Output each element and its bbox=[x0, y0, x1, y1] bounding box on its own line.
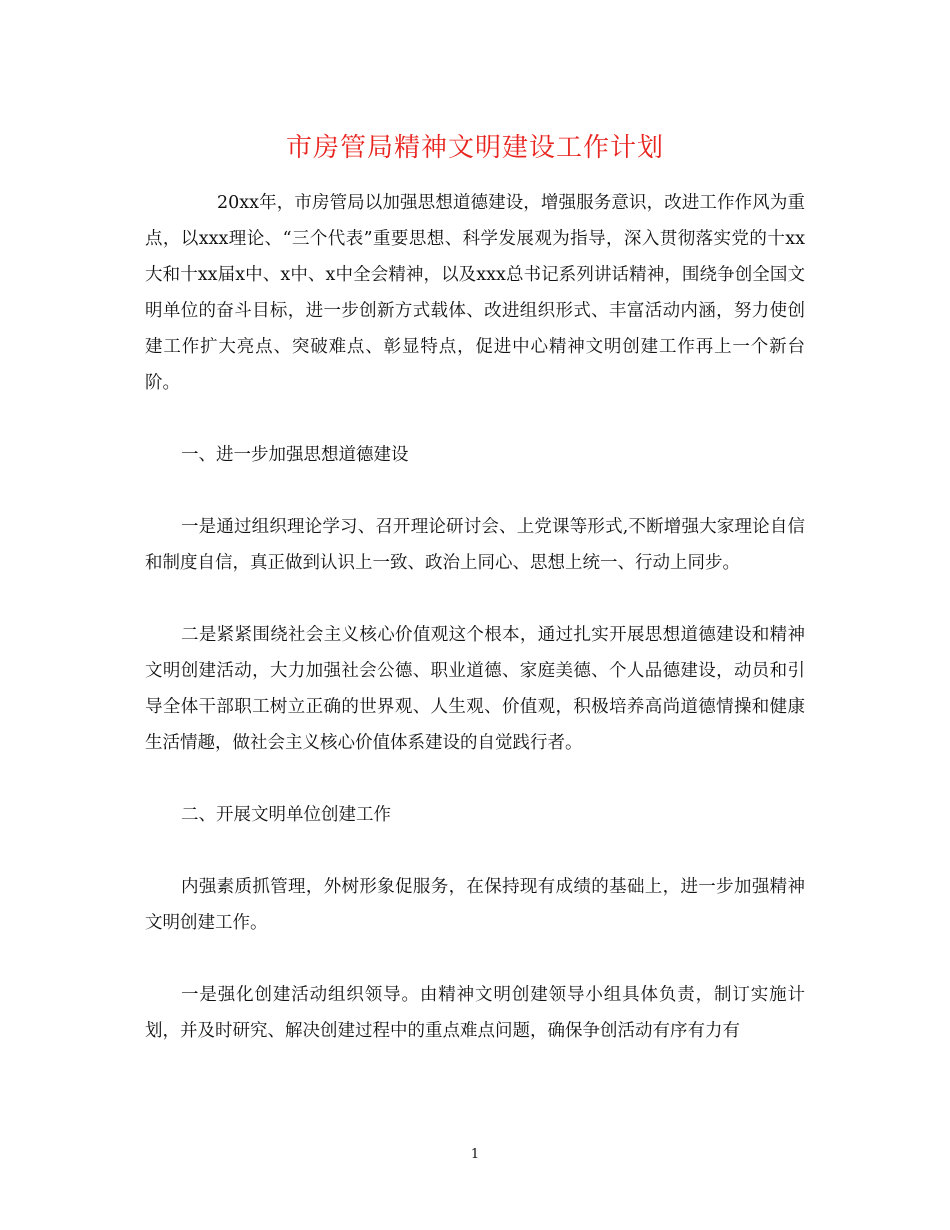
section-heading-2: 二、开展文明单位创建工作 bbox=[181, 805, 391, 825]
paragraph-item-1: 一是通过组织理论学习、召开理论研讨会、上党课等形式,不断增强大家理论自信和制度自信，真正做到认识上一致、政治上同心、思想上统一、行动上同步。 bbox=[145, 517, 805, 573]
intro-paragraph: 20xx年，市房管局以加强思想道德建设，增强服务意识，改进工作作风为重点，以xxx理论、“三个代表”重要思想、科学发展观为指导，深入贯彻落实党的十xx大和十xx届x中、x中、x中全会精神，以及xxx总书记系列讲话精神，围绕争创全国文明单位的奋斗目标，进一步创新方式载体、改进组织形式、丰富活动内涵，努力使创建工作扩大亮点、突破难点、彰显特点，促进中心精神文明创建工作再上一个新台阶。 bbox=[145, 193, 805, 393]
paragraph-gap bbox=[145, 941, 805, 977]
document-body bbox=[145, 185, 805, 1049]
paragraph-gap bbox=[145, 473, 805, 509]
paragraph-item-3: 内强素质抓管理，外树形象促服务，在保持现有成绩的基础上，进一步加强精神文明创建工作。 bbox=[145, 877, 805, 933]
document-title: 市房管局精神文明建设工作计划 bbox=[285, 133, 664, 163]
paragraph-gap bbox=[145, 833, 805, 869]
page-number: 1 bbox=[470, 1147, 480, 1162]
paragraph-gap bbox=[145, 761, 805, 797]
paragraph-gap bbox=[145, 581, 805, 617]
paragraph-gap bbox=[145, 401, 805, 437]
paragraph-item-4: 一是强化创建活动组织领导。由精神文明创建领导小组具体负责，制订实施计划，并及时研究、解决创建过程中的重点难点问题，确保争创活动有序有力有 bbox=[145, 985, 805, 1041]
paragraph-item-2: 二是紧紧围绕社会主义核心价值观这个根本，通过扎实开展思想道德建设和精神文明创建活动，大力加强社会公德、职业道德、家庭美德、个人品德建设，动员和引导全体干部职工树立正确的世界观、人生观、价值观，积极培养高尚道德情操和健康生活情趣，做社会主义核心价值体系建设的自觉践行者。 bbox=[145, 625, 805, 753]
section-heading-1: 一、进一步加强思想道德建设 bbox=[181, 445, 409, 465]
